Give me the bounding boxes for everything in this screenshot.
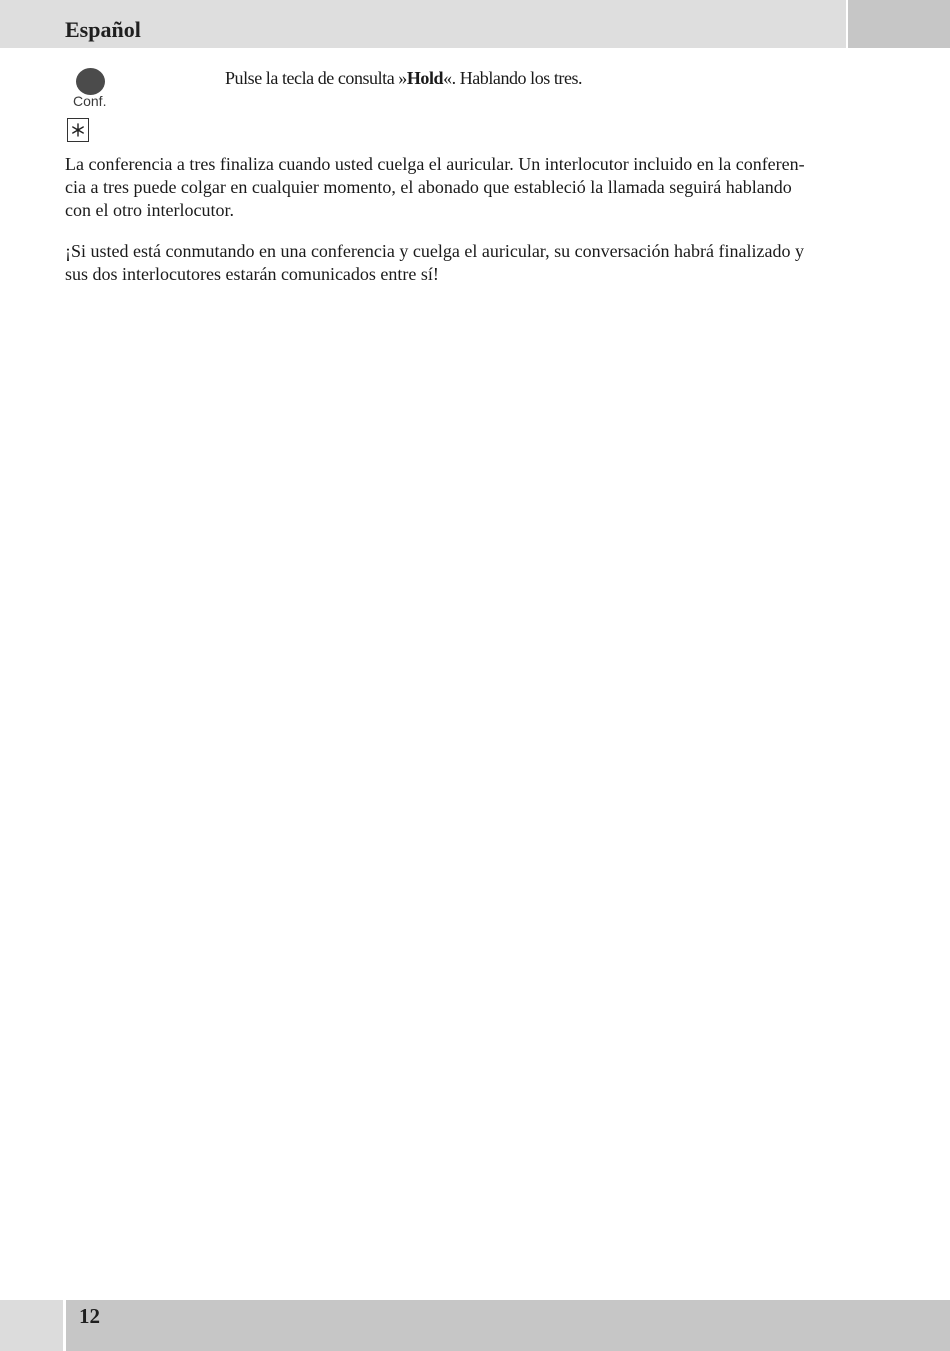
page-number: 12	[79, 1304, 100, 1328]
step-instruction: Pulse la tecla de consulta »Hold«. Hablando los tres.	[225, 68, 583, 88]
asterisk-key-icon	[67, 118, 89, 142]
footer-band	[66, 1300, 950, 1351]
conf-button-icon	[76, 68, 105, 95]
hold-key-name: Hold	[406, 68, 444, 88]
header-tab	[848, 0, 950, 48]
conf-button-label: Conf.	[73, 93, 107, 109]
footer-left-band	[0, 1300, 63, 1351]
paragraph-switching-warning: ¡Si usted está conmutando en una conferencia y cuelga el auricular, su conversación habrá finalizado y sus dos interlocutores estarán comunicados entre sí!	[65, 241, 804, 284]
page-language-title: Español	[65, 17, 141, 42]
paragraph-conference-end: La conferencia a tres finaliza cuando usted cuelga el auricular. Un interlocutor incluido en la conferen- cia a tres puede colgar en cualquier momento, el abonado que estableció la llamada seguirá hablando con el otro interlocutor.	[65, 154, 805, 220]
